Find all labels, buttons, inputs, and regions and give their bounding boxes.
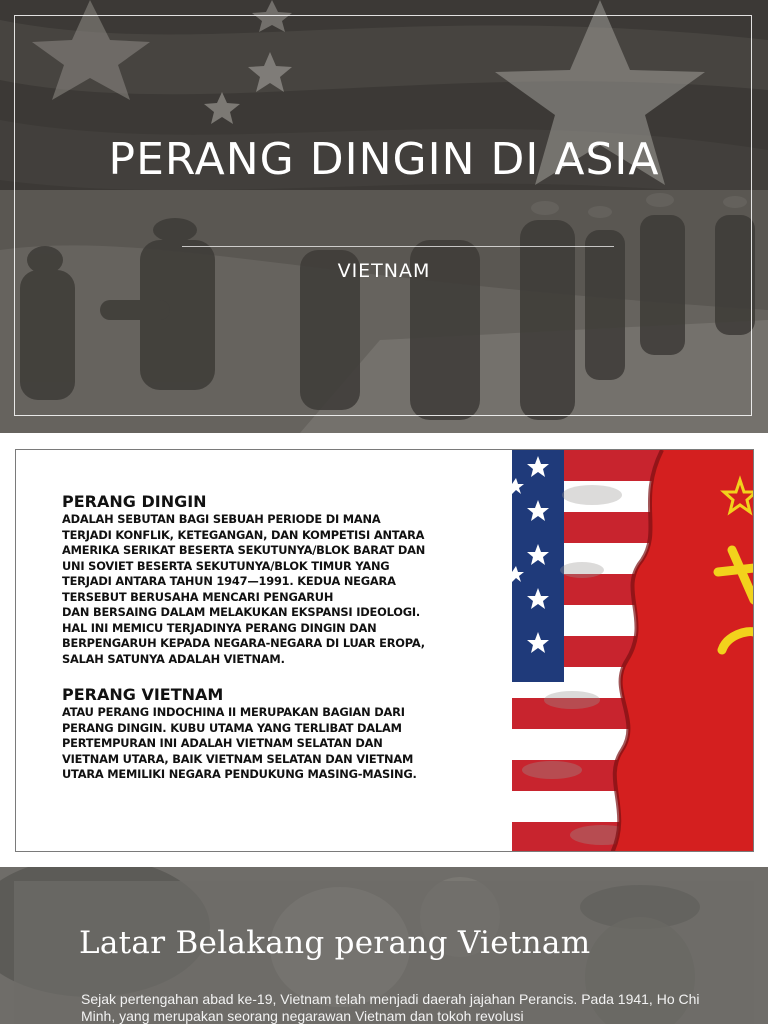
body-perang-vietnam: ATAU PERANG INDOCHINA II MERUPAKAN BAGIAN DARI PERANG DINGIN. KUBU UTAMA YANG TERLIBAT DALAM PERTEMPURAN INI ADALAH VIETNAM SELATAN DAN VIETNAM UTARA, BAIK VIETNAM SELATAN DAN VIETNAM UTARA MEMILIKI NEGARA PENDUKUNG MASING-MASING.	[62, 705, 417, 781]
text-column	[62, 492, 482, 783]
definition-slide	[15, 449, 754, 852]
title-text: PERANG DINGIN DI ASIA	[108, 134, 660, 185]
title-divider	[182, 246, 614, 247]
background-slide	[0, 867, 768, 1024]
heading-perang-vietnam: PERANG VIETNAM	[62, 685, 224, 704]
title-slide	[0, 0, 768, 433]
heading-perang-dingin: PERANG DINGIN	[62, 492, 207, 511]
slide-subtitle: VIETNAM	[337, 260, 431, 282]
body-perang-dingin: ADALAH SEBUTAN BAGI SEBUAH PERIODE DI MANA TERJADI KONFLIK, KETEGANGAN, DAN KOMPETISI ANTARA AMERIKA SERIKAT BESERTA SEKUTUNYA/BLOK BARAT DAN UNI SOVIET BESERTA SEKUTUNYA/BLOK TIMUR YANG TERJADI ANTARA TAHUN 1947—1991. KEDUA NEGARA TERSEBUT BERUSAHA MENCARI PENGARUH DAN BERSAING DALAM MELAKUKAN EKSPANSI IDEOLOGI. HAL INI MEMICU TERJADINYA PERANG DINGIN DAN BERPENGARUH KEPADA NEGARA-NEGARA DI LUAR EROPA, SALAH SATUNYA ADALAH VIETNAM.	[62, 512, 426, 666]
slide-title	[0, 132, 768, 188]
section-body: Sejak pertengahan abad ke-19, Vietnam telah menjadi daerah jajahan Perancis. Pada 1941, Ho Chi Minh, yang merupakan seorang negarawan Vietnam dan tokoh revolusi	[81, 991, 700, 1024]
section-title: Latar Belakang perang Vietnam	[79, 925, 591, 961]
slide-frame	[14, 15, 752, 416]
us-soviet-flag-image	[512, 450, 754, 852]
